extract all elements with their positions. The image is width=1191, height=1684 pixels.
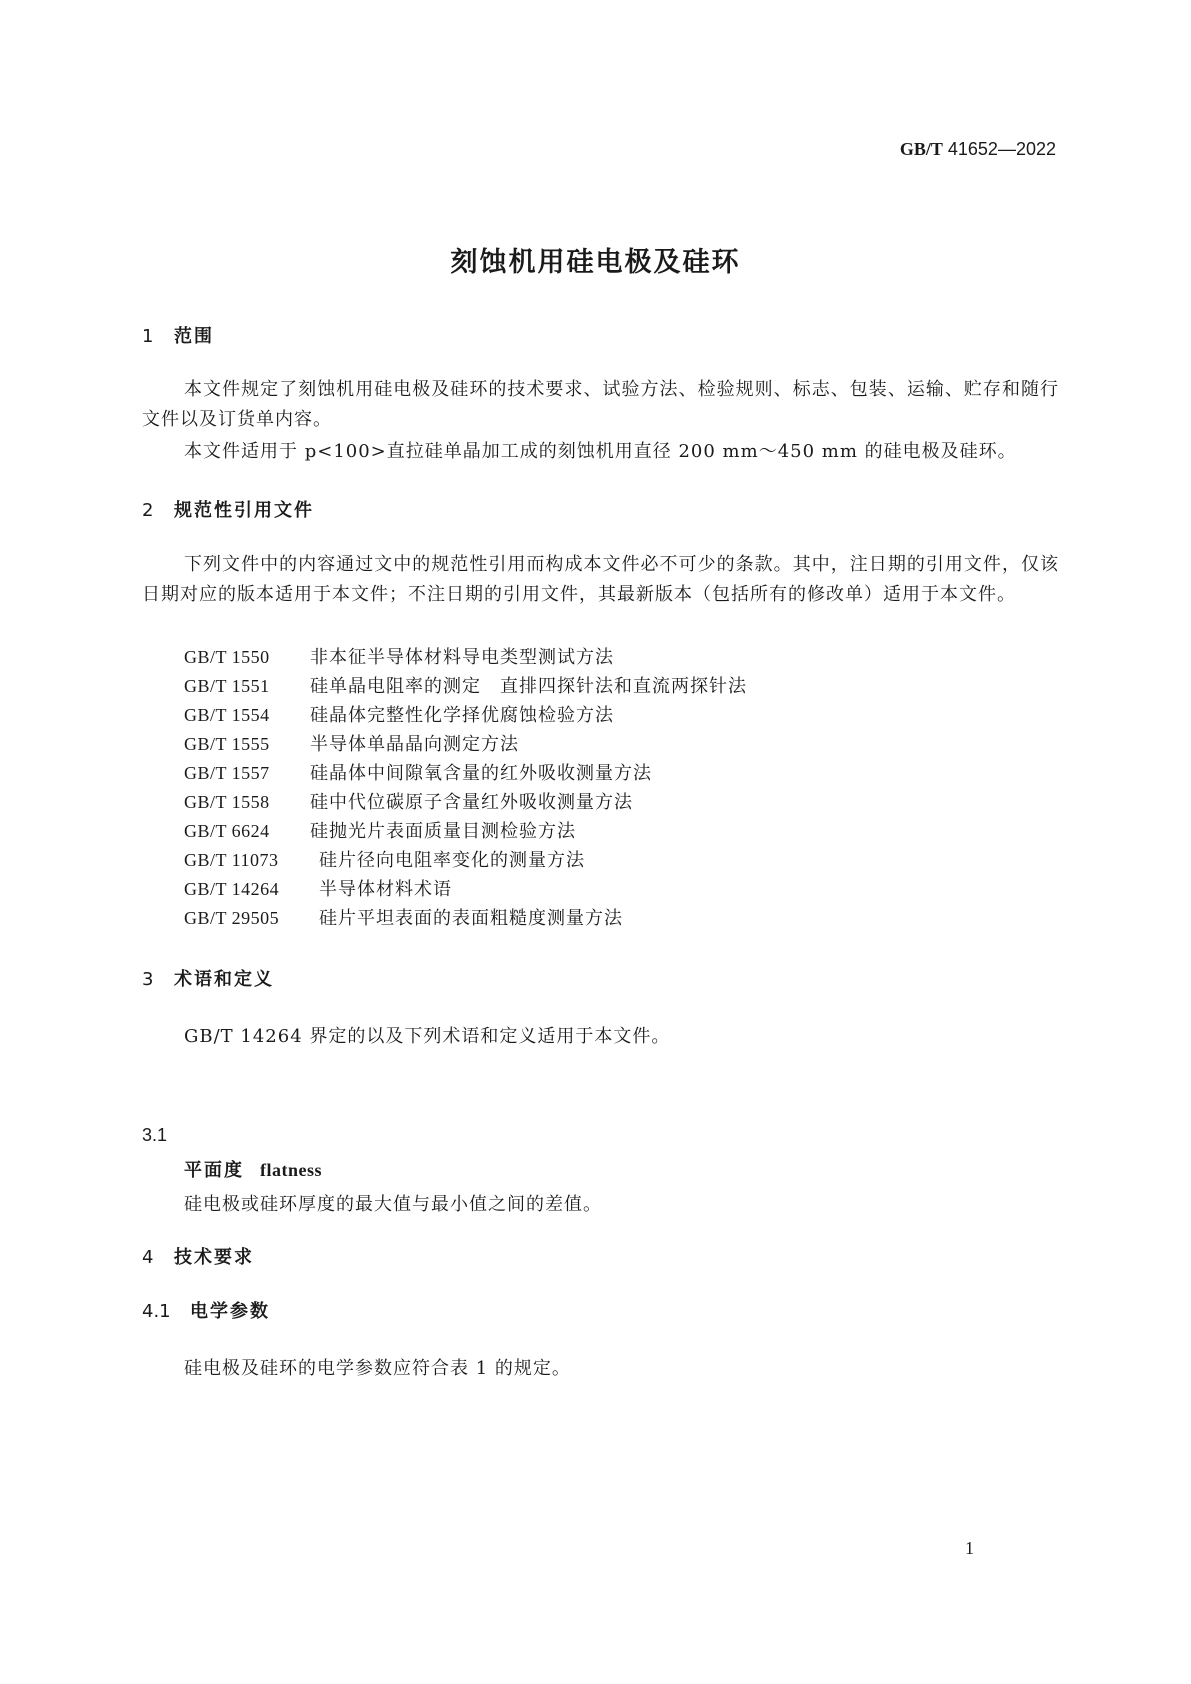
reference-item xyxy=(184,701,614,727)
reference-title: 非本征半导体材料导电类型测试方法 xyxy=(310,647,614,668)
reference-item xyxy=(184,788,633,814)
section-title: 技术要求 xyxy=(174,1247,254,1268)
reference-code: GB/T 6624 xyxy=(184,821,270,841)
reference-code: GB/T 29505 xyxy=(184,908,280,928)
tech-paragraph: 硅电极及硅环的电学参数应符合表 1 的规定。 xyxy=(184,1358,571,1379)
section-1-heading xyxy=(142,322,214,348)
section-2-heading xyxy=(142,496,314,522)
standard-prefix: GB/T xyxy=(899,139,943,159)
term-heading xyxy=(184,1156,322,1182)
section-4-heading xyxy=(142,1243,254,1269)
reference-code: GB/T 11073 xyxy=(184,850,279,870)
section-4-1-heading xyxy=(142,1297,270,1323)
section-number: 3 xyxy=(142,969,154,990)
reference-item xyxy=(184,759,652,785)
section-3-heading xyxy=(142,965,274,991)
section-title: 电学参数 xyxy=(190,1301,270,1322)
section-title: 范围 xyxy=(174,326,214,347)
section-number: 4 xyxy=(142,1247,154,1268)
document-title: 刻蚀机用硅电极及硅环 xyxy=(450,247,741,278)
reference-item xyxy=(184,730,519,756)
terms-intro: GB/T 14264 界定的以及下列术语和定义适用于本文件。 xyxy=(184,1026,671,1047)
term-english: flatness xyxy=(260,1160,322,1180)
standard-number xyxy=(900,139,1056,160)
reference-item xyxy=(184,643,614,669)
reference-title: 硅中代位碳原子含量红外吸收测量方法 xyxy=(310,792,633,813)
reference-title: 硅抛光片表面质量目测检验方法 xyxy=(310,821,576,842)
reference-title: 硅片径向电阻率变化的测量方法 xyxy=(319,850,585,871)
reference-item xyxy=(184,817,576,843)
reference-title: 硅晶体完整性化学择优腐蚀检验方法 xyxy=(310,705,614,726)
reference-code: GB/T 1558 xyxy=(184,792,270,812)
reference-title: 硅晶体中间隙氧含量的红外吸收测量方法 xyxy=(310,763,652,784)
term-number: 3.1 xyxy=(142,1125,168,1145)
section-title: 规范性引用文件 xyxy=(174,500,314,521)
normative-intro: 下列文件中的内容通过文中的规范性引用而构成本文件必不可少的条款。其中，注日期的引用文件，仅该日期对应的版本适用于本文件；不注日期的引用文件，其最新版本（包括所有的修改单）适用于本文件。 xyxy=(142,554,1059,605)
reference-title: 硅单晶电阻率的测定 直排四探针法和直流两探针法 xyxy=(310,676,747,697)
reference-item xyxy=(184,846,585,872)
scope-paragraph-1: 本文件规定了刻蚀机用硅电极及硅环的技术要求、试验方法、检验规则、标志、包装、运输、贮存和随行文件以及订货单内容。 xyxy=(142,379,1059,430)
term-definition: 硅电极或硅环厚度的最大值与最小值之间的差值。 xyxy=(184,1194,602,1215)
section-title: 术语和定义 xyxy=(174,969,274,990)
reference-code: GB/T 14264 xyxy=(184,879,280,899)
reference-item xyxy=(184,904,623,930)
reference-title: 硅片平坦表面的表面粗糙度测量方法 xyxy=(319,908,623,929)
reference-code: GB/T 1557 xyxy=(184,763,270,783)
reference-title: 半导体材料术语 xyxy=(319,879,452,900)
section-number: 4.1 xyxy=(142,1301,171,1322)
reference-code: GB/T 1551 xyxy=(184,676,270,696)
section-number: 2 xyxy=(142,500,154,521)
reference-code: GB/T 1555 xyxy=(184,734,270,754)
section-number: 1 xyxy=(142,326,154,347)
scope-paragraph-2: 本文件适用于 p<100>直拉硅单晶加工成的刻蚀机用直径 200 mm～450 mm 的硅电极及硅环。 xyxy=(184,441,1017,462)
reference-code: GB/T 1550 xyxy=(184,647,270,667)
page-number: 1 xyxy=(965,1538,974,1558)
term-chinese: 平面度 xyxy=(184,1160,244,1181)
reference-item xyxy=(184,672,747,698)
reference-item xyxy=(184,875,452,901)
standard-code: 41652—2022 xyxy=(947,139,1056,159)
reference-title: 半导体单晶晶向测定方法 xyxy=(310,734,519,755)
reference-code: GB/T 1554 xyxy=(184,705,270,725)
